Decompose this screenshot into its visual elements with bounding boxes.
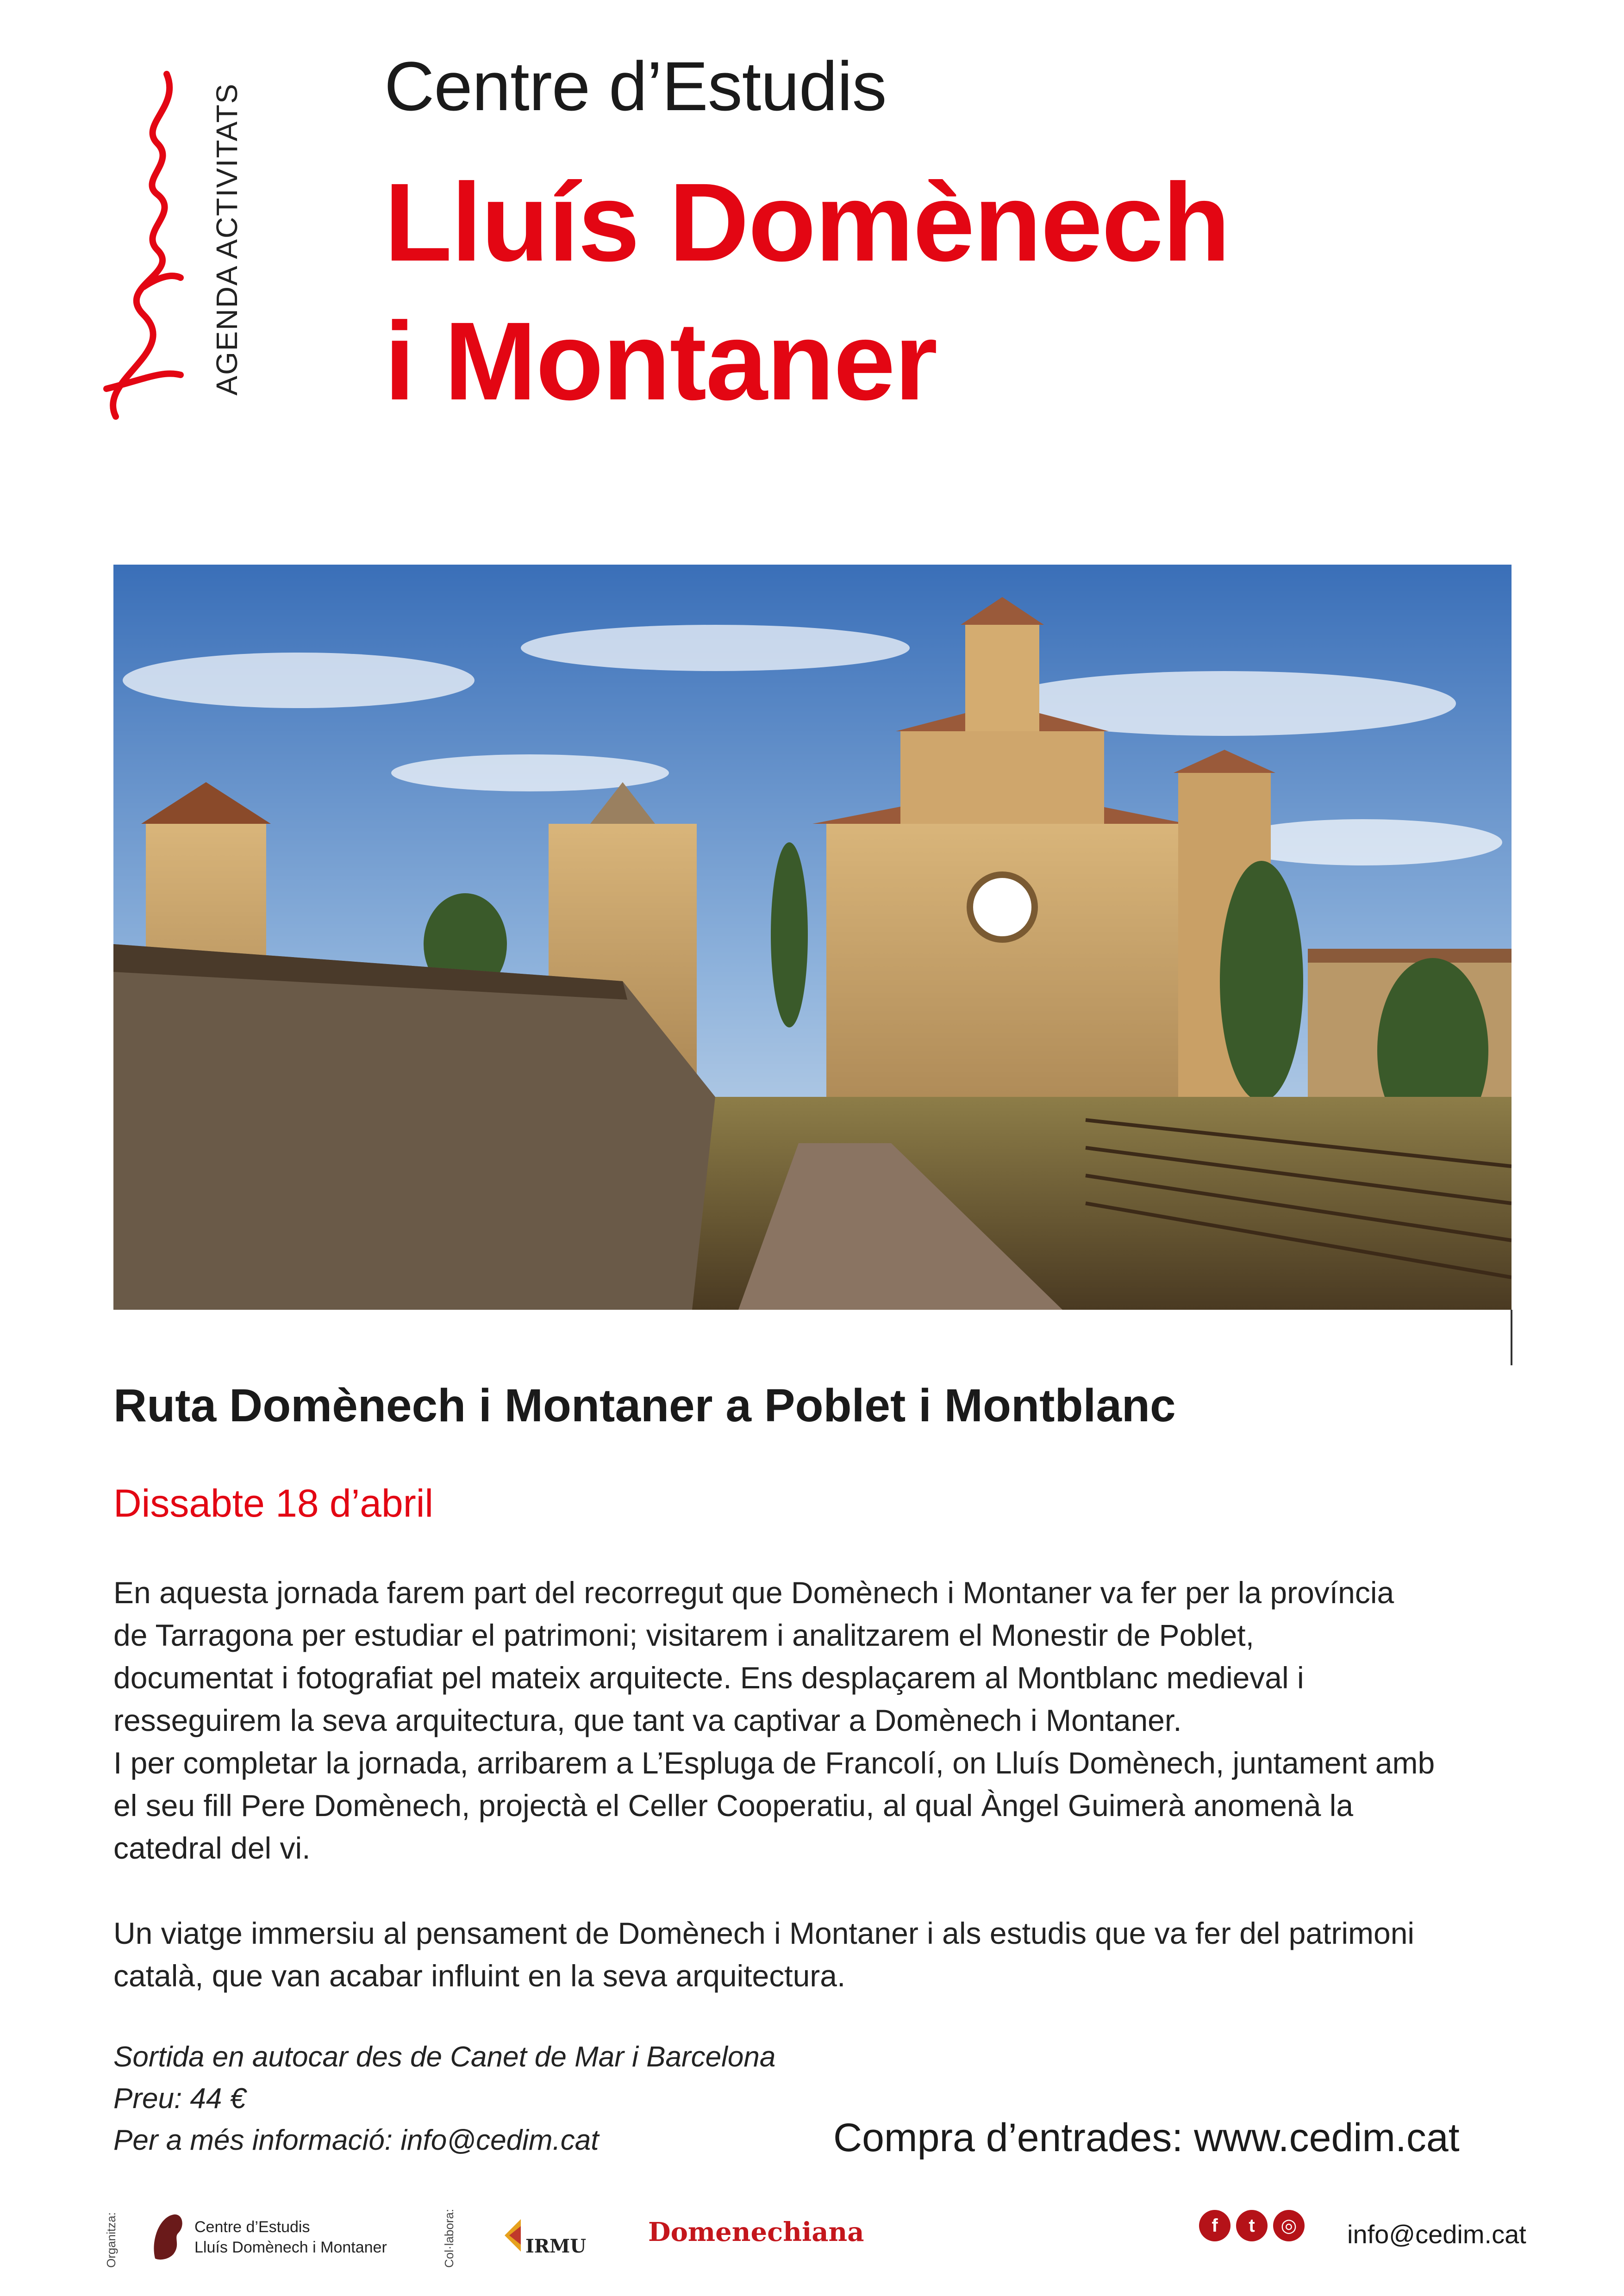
twitter-icon[interactable]: t: [1236, 2210, 1268, 2241]
tickets-link[interactable]: Compra d’entrades: www.cedim.cat: [833, 2116, 1460, 2160]
departure-info: Sortida en autocar des de Canet de Mar i Barcelona: [113, 2041, 776, 2073]
org-name: [194, 2217, 387, 2258]
contact-info[interactable]: Per a més informació: info@cedim.cat: [113, 2124, 599, 2156]
event-date: Dissabte 18 d’abril: [113, 1481, 434, 1525]
signature-logo: [88, 56, 199, 426]
domenechiana-logo: Domenechiana: [648, 2217, 864, 2247]
description-paragraph-1: En aquesta jornada farem part del recorregut que Domènech i Montaner va fer per la província de Tarragona per estudiar el patrimoni; visitarem i analitzarem el Monestir de Poblet, documentat i fotografiat pel mateix arquitecte. Ens desplaçarem al Montblanc medieval i resseguirem la seva arquitectura, que tant va captivar a Domènech i Montaner. I per completar la jornada, arribarem a L’Espluga de Francolí, on Lluís Domènech, juntament amb el seu fill Pere Domènech, projectà el Celler Cooperatiu, al qual Àngel Guimerà anomenà la catedral del vi.: [113, 1575, 1435, 1865]
agenda-label: AGENDA ACTIVITATS: [210, 83, 244, 396]
collabora-label: Col·labora:: [442, 2209, 456, 2268]
organitza-label: Organitza:: [104, 2212, 118, 2268]
header-title-line1: Centre d’Estudis: [384, 47, 887, 125]
footer-email[interactable]: info@cedim.cat: [1347, 2220, 1526, 2249]
org-name-line2: Lluís Domènech i Montaner: [194, 2239, 387, 2256]
price-info: Preu: 44 €: [113, 2083, 246, 2115]
header-title-line3: i Montaner: [384, 299, 937, 423]
facebook-icon[interactable]: f: [1199, 2210, 1230, 2241]
photo-edge-mark: [1511, 1310, 1512, 1365]
header-title-line2: Lluís Domènech: [384, 160, 1230, 284]
event-details: [113, 2036, 775, 2161]
event-title: Ruta Domènech i Montaner a Poblet i Montblanc: [113, 1380, 1176, 1431]
irmu-logo: [500, 2203, 587, 2268]
event-description: [113, 1571, 1525, 2040]
instagram-icon[interactable]: ◎: [1273, 2210, 1305, 2241]
monastery-photo: [113, 565, 1512, 1310]
org-name-line1: Centre d’Estudis: [194, 2218, 310, 2236]
irmu-label: IRMU: [525, 2235, 587, 2257]
org-logo-icon: [146, 2208, 187, 2263]
description-paragraph-2: Un viatge immersiu al pensament de Domènech i Montaner i als estudis que va fer del patrimoni català, que van acabar influint en la seva arquitectura.: [113, 1916, 1415, 1993]
header-title-red: [384, 153, 1230, 430]
